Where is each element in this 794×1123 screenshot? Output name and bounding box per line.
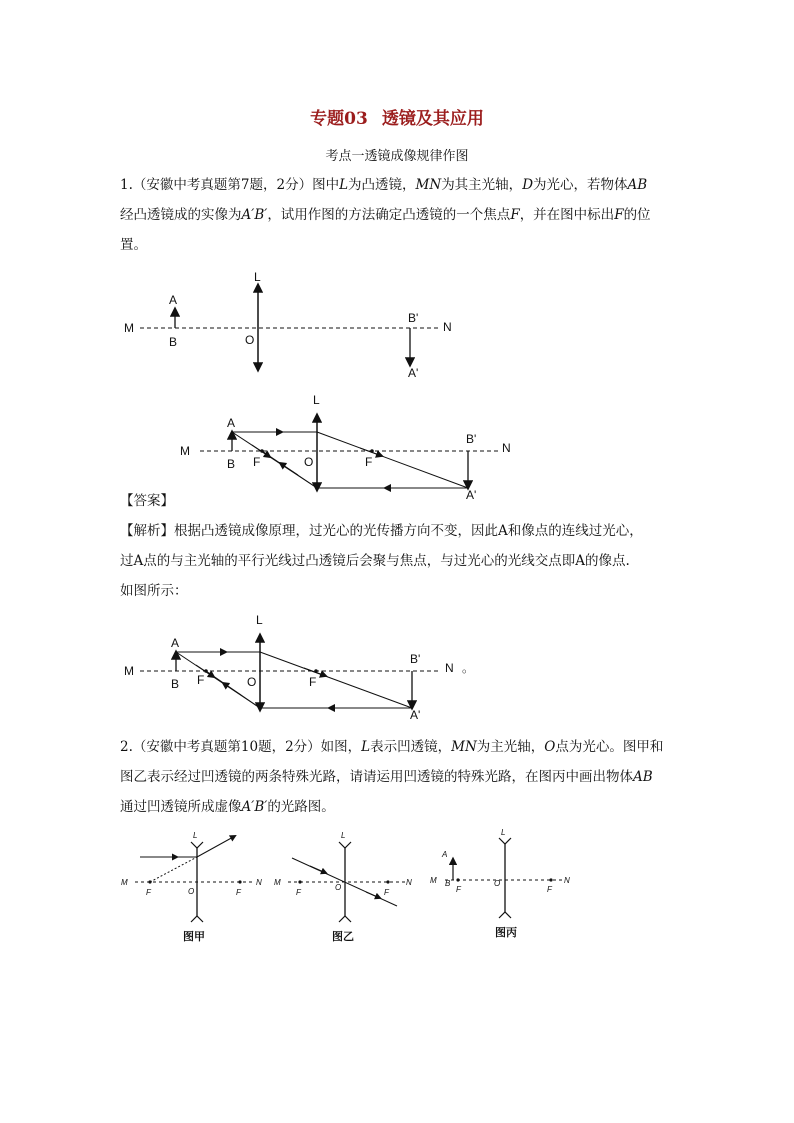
- q2-line2-text: 图乙表示经过凹透镜的两条特殊光路，请请运用凹透镜的特殊光路，在图丙中画出物体: [120, 769, 633, 785]
- label-n: N: [445, 661, 454, 675]
- figure-yi: [270, 828, 420, 948]
- label-f-left: F: [296, 888, 301, 897]
- back-ray-arrow: [280, 463, 298, 475]
- label-b: B: [227, 457, 236, 471]
- lens-bottom-cap: [499, 912, 511, 918]
- q1-diagram: [110, 265, 470, 385]
- q2-line-2: [120, 762, 680, 792]
- label-b: B: [445, 879, 451, 888]
- q1-line2-d: 的位: [623, 207, 651, 223]
- answer-label: 【答案】: [120, 493, 174, 509]
- q2-line3-a: 通过凹透镜所成虚像: [120, 799, 242, 815]
- lens-top-cap: [499, 838, 511, 844]
- analysis-block: [120, 516, 680, 606]
- label-m: M: [430, 876, 437, 885]
- question-1-text: [120, 170, 680, 260]
- q1-symbol-f2: F: [614, 207, 624, 223]
- label-ap: A': [466, 488, 477, 502]
- q1-text-a: 图中: [312, 177, 340, 193]
- q1-line-1: [120, 170, 680, 200]
- label-n: N: [443, 320, 452, 334]
- label-bp: B': [466, 432, 477, 446]
- title-prefix: 专题03: [310, 109, 368, 129]
- q1-symbol-mn: MN: [415, 177, 442, 193]
- focus-dot-left: [298, 880, 301, 883]
- analysis-label: 【解析】: [120, 523, 174, 539]
- label-bp: B': [408, 311, 419, 325]
- label-m: M: [124, 664, 134, 678]
- q1-number: 1.: [120, 177, 133, 193]
- label-a: A: [442, 850, 448, 859]
- q2-text-c: 为主光轴，: [476, 739, 545, 755]
- focus-dot-right: [314, 669, 318, 673]
- analysis-line-2: 过A点的与主光轴的平行光线过凸透镜后会聚与焦点，与过光心的光线交点即A的像点.: [120, 553, 630, 569]
- title-main: 透镜及其应用: [381, 109, 484, 129]
- label-l: L: [501, 828, 506, 837]
- ray-arrow-2: [366, 892, 380, 898]
- label-f-left: F: [146, 888, 151, 897]
- q2-source: （安徽中考真题第10题，2分）: [132, 739, 321, 755]
- label-f-right: F: [236, 888, 241, 897]
- q1-symbol-apbp: A′B′: [241, 207, 268, 223]
- ray-arrow-1: [310, 866, 326, 873]
- focus-dot-right: [386, 880, 389, 883]
- q1-line2-c: ，并在图中标出: [519, 207, 615, 223]
- label-n: N: [564, 876, 570, 885]
- q1-line2-b: ，试用作图的方法确定凸透镜的一个焦点: [267, 207, 511, 223]
- focus-dot-left: [148, 880, 151, 883]
- label-o: O: [304, 455, 314, 469]
- q2-line3-b: 的光路图。: [267, 799, 335, 815]
- q1-line-3: 置。: [120, 237, 147, 253]
- analysis-line-3: 如图所示：: [120, 583, 188, 599]
- extension-line: [150, 857, 197, 882]
- label-n: N: [256, 878, 262, 887]
- q2-text-b: 表示凹透镜，: [370, 739, 452, 755]
- q2-line-3: [120, 792, 680, 822]
- q1-text-b: 为凸透镜，: [348, 177, 416, 193]
- analysis-line-1: [120, 516, 680, 546]
- q2-number: 2.: [120, 739, 133, 755]
- label-ap: A': [408, 366, 419, 380]
- label-l: L: [313, 393, 320, 407]
- q2-text-a: 如图，: [320, 739, 362, 755]
- label-f-left: F: [197, 673, 205, 687]
- label-m: M: [121, 878, 128, 887]
- lens-top-cap: [339, 842, 351, 848]
- label-bp: B': [410, 652, 421, 666]
- q1-source: （安徽中考真题第7题，2分）: [132, 177, 313, 193]
- q2-symbol-ab: AB: [633, 769, 653, 785]
- label-ap: A': [410, 708, 421, 722]
- q1-line2-a: 经凸透镜成的实像为: [120, 207, 242, 223]
- q1-symbol-f: F: [510, 207, 520, 223]
- label-o: O: [494, 879, 501, 888]
- refracted-ray: [317, 432, 468, 488]
- label-f-right: F: [384, 888, 389, 897]
- q2-symbol-l: L: [361, 739, 371, 755]
- caption-yi: 图乙: [332, 931, 354, 943]
- label-o: O: [245, 333, 255, 347]
- figure-jia: [115, 828, 265, 948]
- label-f-left: F: [456, 885, 461, 894]
- diverged-ray: [197, 836, 235, 857]
- q2-text-d: 点为光心。图甲和: [555, 739, 664, 755]
- q1-text-d: 为光心，若物体: [533, 177, 628, 193]
- q2-symbol-o: O: [544, 739, 556, 755]
- lens-bottom-cap: [191, 916, 203, 922]
- label-f-right: F: [547, 885, 552, 894]
- label-n: N: [406, 878, 412, 887]
- q1-symbol-ab: AB: [627, 177, 648, 193]
- label-a: A: [169, 293, 178, 307]
- figure-bing: [425, 826, 585, 946]
- section-heading: 考点一透镜成像规律作图: [325, 149, 469, 164]
- caption-jia: 图甲: [183, 931, 205, 943]
- label-n: N: [502, 441, 511, 455]
- label-a: A: [227, 416, 236, 430]
- analysis-text-1: 根据凸透镜成像原理，过光心的光传播方向不变，因此A和像点的连线过光心，: [174, 523, 643, 539]
- label-o: O: [247, 675, 257, 689]
- lens-top-cap: [191, 842, 203, 848]
- q2-symbol-mn: MN: [451, 739, 477, 755]
- q2-line-1: [120, 732, 680, 762]
- lens-bottom-cap: [339, 916, 351, 922]
- label-f-right: F: [365, 455, 373, 469]
- focus-dot-right: [549, 878, 552, 881]
- label-b: B: [169, 335, 178, 349]
- label-period: 。: [462, 661, 475, 675]
- label-m: M: [124, 321, 134, 335]
- focus-dot-right: [370, 449, 374, 453]
- label-l: L: [341, 831, 346, 840]
- label-l: L: [256, 613, 263, 627]
- label-l: L: [254, 270, 261, 284]
- q1-symbol-l: L: [339, 177, 349, 193]
- q1-symbol-o: D: [522, 177, 534, 193]
- focus-dot-right: [238, 880, 241, 883]
- label-o: O: [335, 883, 342, 892]
- label-m: M: [180, 444, 190, 458]
- label-f-left: F: [253, 455, 261, 469]
- back-ray-arrow: [223, 683, 241, 695]
- page-title: [0, 104, 794, 129]
- label-b: B: [171, 677, 180, 691]
- analysis-diagram: [110, 610, 480, 725]
- label-a: A: [171, 636, 180, 650]
- q1-text-c: 为其主光轴，: [441, 177, 523, 193]
- question-2-text: [120, 732, 680, 822]
- caption-bing: 图丙: [495, 927, 517, 939]
- q1-line-2: [120, 200, 680, 230]
- label-m: M: [274, 878, 281, 887]
- q2-symbol-apbp: A′B′: [241, 799, 268, 815]
- label-o: O: [188, 887, 195, 896]
- label-l: L: [193, 831, 198, 840]
- refracted-ray: [260, 652, 412, 708]
- label-f-right: F: [309, 675, 317, 689]
- focus-dot-left: [456, 878, 459, 881]
